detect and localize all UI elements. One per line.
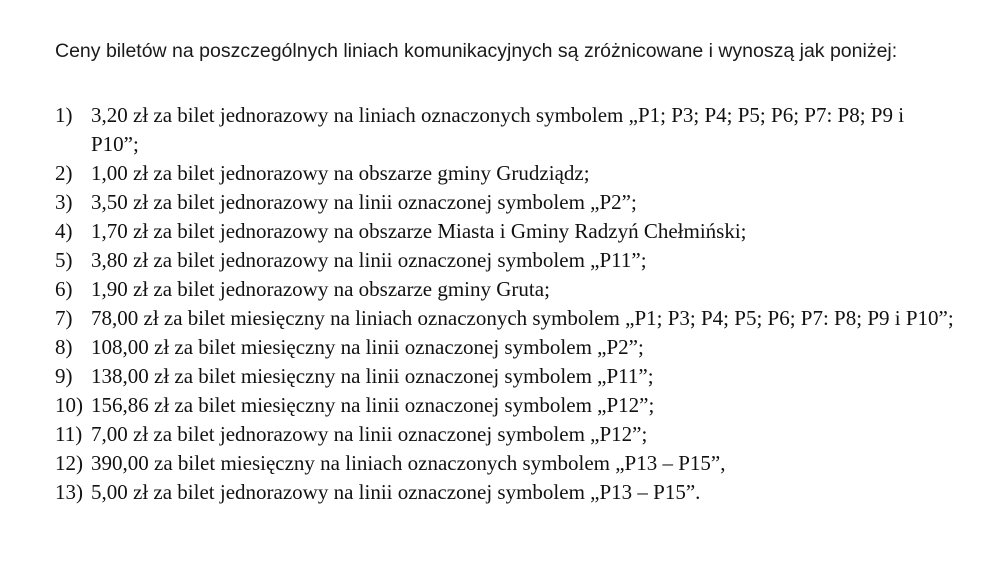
- list-item-number: 12): [55, 451, 83, 475]
- list-item-text: 390,00 za bilet miesięczny na liniach oznaczonych symbolem „P13 – P15”,: [91, 451, 726, 475]
- list-item-text: 3,80 zł za bilet jednorazowy na linii oznaczonej symbolem „P11”;: [91, 248, 647, 272]
- list-item-text: 78,00 zł za bilet miesięczny na liniach oznaczonych symbolem „P1; P3; P4; P5; P6; P7: P8; P9 i P10”;: [91, 306, 954, 330]
- list-item-number: 6): [55, 277, 73, 301]
- list-item: [55, 188, 955, 217]
- list-item-number: 7): [55, 306, 73, 330]
- list-item-number: 8): [55, 335, 73, 359]
- list-item: [55, 478, 955, 507]
- list-item-text: 1,90 zł za bilet jednorazowy na obszarze gminy Gruta;: [91, 277, 550, 301]
- list-item-text: 156,86 zł za bilet miesięczny na linii oznaczonej symbolem „P12”;: [91, 393, 655, 417]
- list-item: [55, 304, 955, 333]
- intro-paragraph: Ceny biletów na poszczególnych liniach komunikacyjnych są zróżnicowane i wynoszą jak poniżej:: [55, 39, 898, 62]
- list-item: [55, 391, 955, 420]
- list-item-text: 3,50 zł za bilet jednorazowy na linii oznaczonej symbolem „P2”;: [91, 190, 637, 214]
- list-item-number: 13): [55, 480, 83, 504]
- ticket-price-list: [55, 101, 955, 507]
- list-item: [55, 362, 955, 391]
- list-item-text: 1,00 zł za bilet jednorazowy na obszarze gminy Grudziądz;: [91, 161, 590, 185]
- list-item-text: 108,00 zł za bilet miesięczny na linii oznaczonej symbolem „P2”;: [91, 335, 644, 359]
- list-item-text: 3,20 zł za bilet jednorazowy na liniach oznaczonych symbolem „P1; P3; P4; P5; P6; P7: P8; P9 i P10”;: [91, 103, 905, 156]
- list-item-number: 3): [55, 190, 73, 214]
- list-item-number: 5): [55, 248, 73, 272]
- list-item: [55, 333, 955, 362]
- list-item-number: 10): [55, 393, 83, 417]
- list-item: [55, 275, 955, 304]
- list-item-number: 9): [55, 364, 73, 388]
- list-item: [55, 420, 955, 449]
- list-item: [55, 449, 955, 478]
- list-item-text: 7,00 zł za bilet jednorazowy na linii oznaczonej symbolem „P12”;: [91, 422, 648, 446]
- list-item-number: 11): [55, 422, 83, 446]
- list-item: [55, 246, 955, 275]
- list-item-number: 1): [55, 103, 73, 127]
- list-item-text: 5,00 zł za bilet jednorazowy na linii oznaczonej symbolem „P13 – P15”.: [91, 480, 701, 504]
- list-item: [55, 217, 955, 246]
- list-item: [55, 159, 955, 188]
- list-item-text: 1,70 zł za bilet jednorazowy na obszarze Miasta i Gminy Radzyń Chełmiński;: [91, 219, 747, 243]
- list-item-number: 4): [55, 219, 73, 243]
- list-item-text: 138,00 zł za bilet miesięczny na linii oznaczonej symbolem „P11”;: [91, 364, 654, 388]
- list-item-number: 2): [55, 161, 73, 185]
- list-item: [55, 101, 955, 159]
